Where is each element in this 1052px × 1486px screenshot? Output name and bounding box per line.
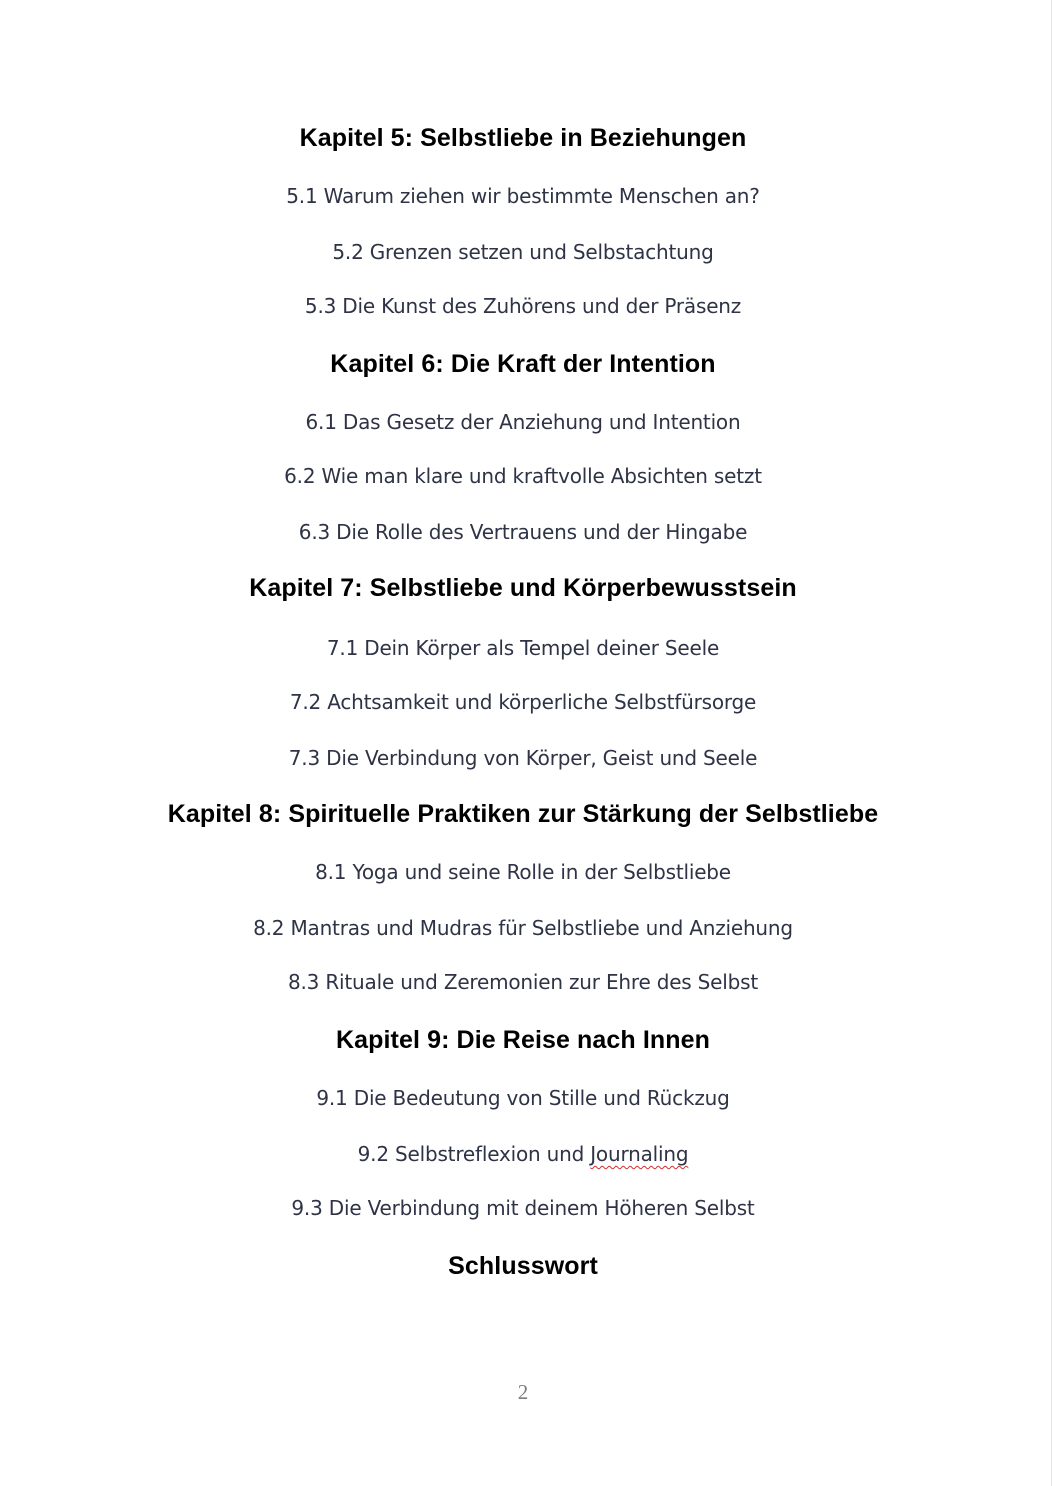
page-number: 2 <box>517 1380 529 1404</box>
section-9-1: 9.1 Die Bedeutung von Stille und Rückzug <box>316 1086 730 1110</box>
section-5-1: 5.1 Warum ziehen wir bestimmte Menschen an? <box>286 184 760 208</box>
section-9-2 <box>0 1142 1046 1166</box>
chapter-5-heading: Kapitel 5: Selbstliebe in Beziehungen <box>299 124 747 152</box>
section-7-2: 7.2 Achtsamkeit und körperliche Selbstfürsorge <box>289 690 757 714</box>
section-9-2-text: 9.2 Selbstreflexion und <box>357 1142 591 1166</box>
section-9-3: 9.3 Die Verbindung mit deinem Höheren Selbst <box>291 1196 755 1220</box>
section-5-2: 5.2 Grenzen setzen und Selbstachtung <box>332 240 714 264</box>
section-8-1: 8.1 Yoga und seine Rolle in der Selbstliebe <box>315 860 731 884</box>
section-6-3: 6.3 Die Rolle des Vertrauens und der Hingabe <box>298 520 748 544</box>
chapter-9-heading: Kapitel 9: Die Reise nach Innen <box>335 1026 711 1054</box>
chapter-6-heading: Kapitel 6: Die Kraft der Intention <box>330 350 716 378</box>
section-6-2: 6.2 Wie man klare und kraftvolle Absichten setzt <box>284 464 762 488</box>
chapter-7-heading: Kapitel 7: Selbstliebe und Körperbewusstsein <box>249 574 797 602</box>
section-8-2: 8.2 Mantras und Mudras für Selbstliebe und Anziehung <box>253 916 793 940</box>
closing-heading: Schlusswort <box>448 1252 598 1280</box>
chapter-8-heading: Kapitel 8: Spirituelle Praktiken zur Stärkung der Selbstliebe <box>167 800 879 828</box>
section-7-1: 7.1 Dein Körper als Tempel deiner Seele <box>326 636 720 660</box>
spellcheck-flagged-word[interactable]: Journaling <box>590 1142 689 1166</box>
section-5-3: 5.3 Die Kunst des Zuhörens und der Präsenz <box>304 294 742 318</box>
section-8-3: 8.3 Rituale und Zeremonien zur Ehre des Selbst <box>288 970 758 994</box>
section-7-3: 7.3 Die Verbindung von Körper, Geist und Seele <box>288 746 758 770</box>
section-6-1: 6.1 Das Gesetz der Anziehung und Intention <box>305 410 741 434</box>
